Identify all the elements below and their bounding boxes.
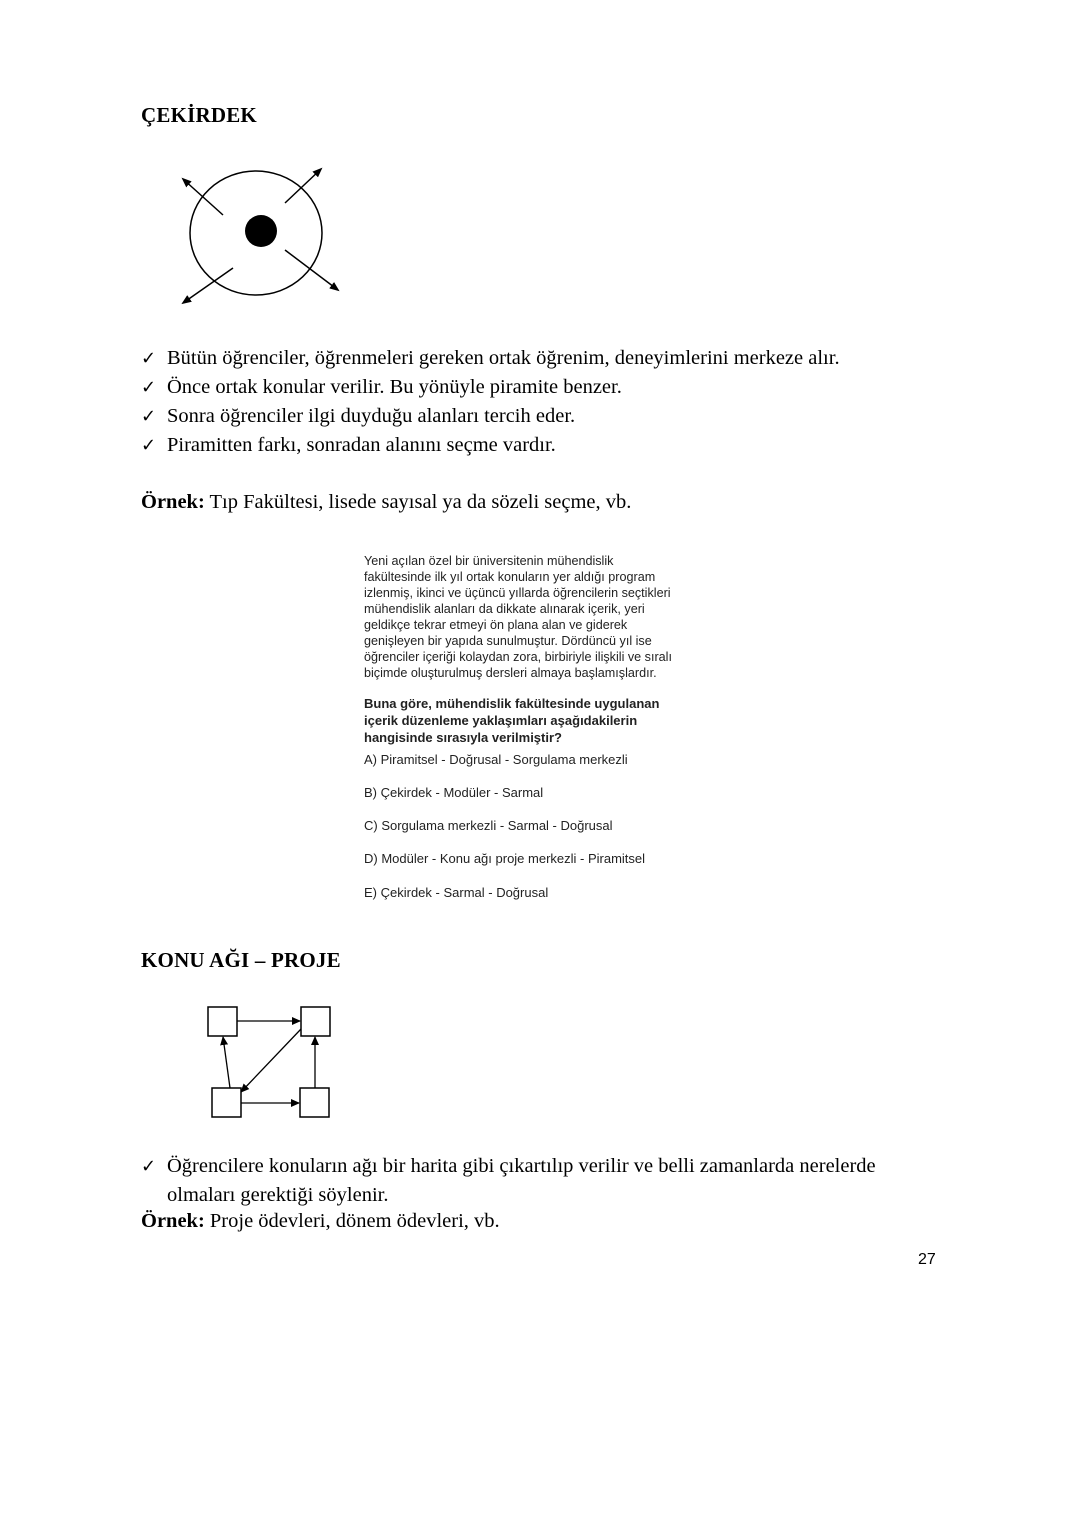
- arrow-top-left-icon: [183, 179, 223, 215]
- example-label: Örnek:: [141, 491, 205, 513]
- section-title-cekirdek: ÇEKİRDEK: [141, 103, 257, 127]
- option-e: E) Çekirdek - Sarmal - Doğrusal: [364, 885, 549, 900]
- box-bottom-left-icon: [212, 1088, 241, 1117]
- example-text: Proje ödevleri, dönem ödevleri, vb.: [204, 1210, 500, 1232]
- konu-agi-example: [141, 1210, 500, 1233]
- list-item: ✓ Bütün öğrenciler, öğrenmeleri gereken ortak öğrenim, deneyimlerini merkeze alır.: [141, 344, 941, 373]
- list-item: ✓ Sonra öğrenciler ilgi duyduğu alanları tercih eder.: [141, 402, 941, 431]
- cekirdek-bullet-list: [141, 344, 941, 460]
- list-item: ✓ Önce ortak konular verilir. Bu yönüyle piramite benzer.: [141, 373, 941, 402]
- konu-agi-bullet-list: [141, 1152, 941, 1210]
- box-top-right-icon: [301, 1007, 330, 1036]
- example-text: Tıp Fakültesi, lisede sayısal ya da sözeli seçme, vb.: [204, 491, 632, 513]
- question-paragraph: Yeni açılan özel bir üniversitenin mühendislik fakültesinde ilk yıl ortak konuların yer aldığı program izlenmiş, ikinci ve üçüncü yıllarda öğrencilerin seçtikleri mühendislik alanları da dikkate alınarak içerik, yeri geldikçe tekrar etmeyi ön plana alan ve giderek genişleyen bir yapıda sunulmuştur. Dördüncü yıl ise öğrenciler içeriği kolaydan zora, birbiriyle ilişkili ve sıralı biçimde oluşturulmuş dersleri almaya başlamışlardır.: [364, 554, 672, 680]
- checkmark-icon: ✓: [141, 377, 157, 398]
- core-diagram-icon: [170, 158, 350, 308]
- option-a: A) Piramitsel - Doğrusal - Sorgulama merkezli: [364, 752, 628, 767]
- box-top-left-icon: [208, 1007, 237, 1036]
- question-stem: Buna göre, mühendislik fakültesinde uygulanan içerik düzenleme yaklaşımları aşağıdakilerin hangisinde sırasıyla verilmiştir?: [364, 696, 660, 745]
- checkmark-icon: ✓: [141, 406, 157, 427]
- topic-network-diagram-icon: [200, 998, 340, 1123]
- arrow-top-right-icon: [285, 169, 321, 203]
- box-bottom-right-icon: [300, 1088, 329, 1117]
- arrow-left-up-icon: [223, 1037, 230, 1088]
- core-dot-icon: [245, 215, 277, 247]
- list-item: ✓ Piramitten farkı, sonradan alanını seçme vardır.: [141, 431, 941, 460]
- checkmark-icon: ✓: [141, 348, 157, 369]
- checkmark-icon: ✓: [141, 435, 157, 456]
- arrow-diagonal-icon: [241, 1029, 301, 1092]
- cekirdek-example: [141, 491, 631, 514]
- section-title-konu-agi: KONU AĞI – PROJE: [141, 948, 341, 972]
- page-number: 27: [918, 1251, 936, 1268]
- question-box: [364, 553, 744, 901]
- checkmark-icon: ✓: [141, 1156, 157, 1177]
- example-label: Örnek:: [141, 1210, 205, 1232]
- option-d: D) Modüler - Konu ağı proje merkezli - Piramitsel: [364, 851, 646, 866]
- arrow-bottom-left-icon: [183, 268, 233, 303]
- option-b: B) Çekirdek - Modüler - Sarmal: [364, 785, 544, 800]
- list-item: ✓ Öğrencilere konuların ağı bir harita gibi çıkartılıp verilir ve belli zamanlarda nerelerde olmaları gerektiği söylenir.: [141, 1152, 941, 1210]
- option-c: C) Sorgulama merkezli - Sarmal - Doğrusal: [364, 818, 613, 833]
